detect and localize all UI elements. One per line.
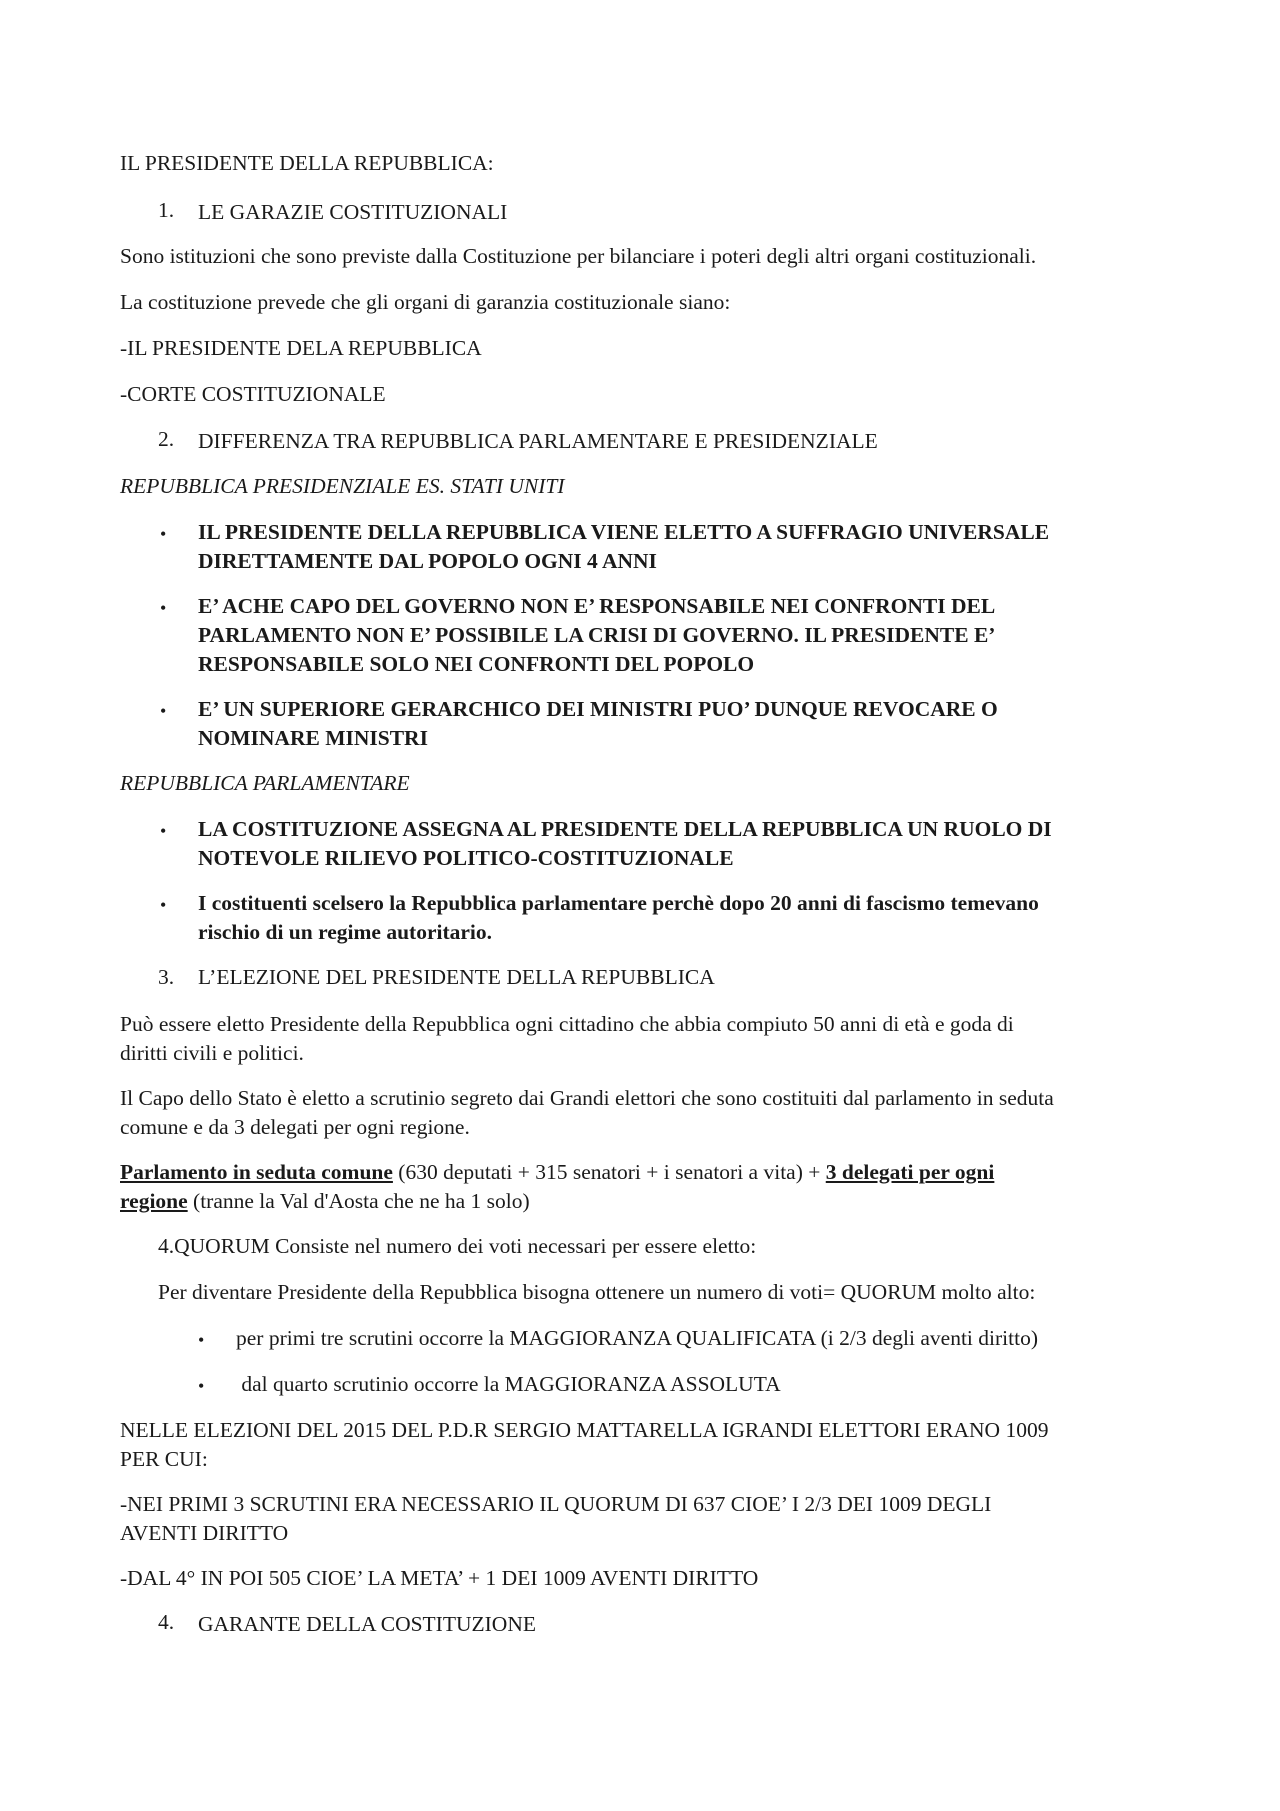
paragraph-parlamento-cont — [120, 1187, 530, 1216]
paragraph: diritti civili e politici. — [120, 1041, 304, 1065]
paragraph: Può essere eletto Presidente della Repubblica ogni cittadino che abbia compiuto 50 anni di età e goda di — [120, 1012, 1014, 1036]
paragraph: -DAL 4° IN POI 505 CIOE’ LA META’ + 1 DEI 1009 AVENTI DIRITTO — [120, 1566, 759, 1590]
list-item: -CORTE COSTITUZIONALE — [120, 382, 386, 406]
list-number: 2. — [158, 427, 175, 451]
bullet-icon: • — [160, 598, 167, 618]
bullet-icon: • — [198, 1376, 205, 1396]
paragraph: Il Capo dello Stato è eletto a scrutinio segreto dai Grandi elettori che sono costituiti dal parlamento in seduta — [120, 1086, 1054, 1110]
bullet-text: DIRETTAMENTE DAL POPOLO OGNI 4 ANNI — [198, 549, 657, 573]
bold-delegati: 3 delegati per ogni — [825, 1160, 995, 1184]
paragraph: comune e da 3 delegati per ogni regione. — [120, 1115, 470, 1139]
bold-regione: regione — [120, 1189, 188, 1213]
section-heading-differenza: DIFFERENZA TRA REPUBBLICA PARLAMENTARE E PRESIDENZIALE — [198, 429, 878, 453]
bullet-text: I costituenti scelsero la Repubblica parlamentare perchè dopo 20 anni di fascismo temevano — [198, 891, 1039, 915]
section-heading-elezione: L’ELEZIONE DEL PRESIDENTE DELLA REPUBBLICA — [198, 965, 715, 989]
document-title: IL PRESIDENTE DELLA REPUBBLICA: — [120, 151, 494, 175]
bullet-text: per primi tre scrutini occorre la MAGGIORANZA QUALIFICATA (i 2/3 degli aventi diritto) — [236, 1326, 1038, 1350]
paragraph: AVENTI DIRITTO — [120, 1521, 289, 1545]
paragraph: NELLE ELEZIONI DEL 2015 DEL P.D.R SERGIO MATTARELLA IGRANDI ELETTORI ERANO 1009 — [120, 1418, 1049, 1442]
bullet-text: NOTEVOLE RILIEVO POLITICO-COSTITUZIONALE — [198, 846, 734, 870]
bullet-icon: • — [160, 524, 167, 544]
bullet-icon: • — [160, 895, 167, 915]
paragraph: Sono istituzioni che sono previste dalla Costituzione per bilanciare i poteri degli altri organi costituzionali. — [120, 244, 1037, 268]
quorum-heading: 4.QUORUM Consiste nel numero dei voti necessari per essere eletto: — [158, 1234, 757, 1258]
bullet-text: IL PRESIDENTE DELLA REPUBBLICA VIENE ELETTO A SUFFRAGIO UNIVERSALE — [198, 520, 1050, 544]
subheading-parlamentare: REPUBBLICA PARLAMENTARE — [120, 771, 410, 795]
bullet-text: PARLAMENTO NON E’ POSSIBILE LA CRISI DI GOVERNO. IL PRESIDENTE E’ — [198, 623, 996, 647]
section-heading-garante: GARANTE DELLA COSTITUZIONE — [198, 1612, 536, 1636]
paragraph: PER CUI: — [120, 1447, 208, 1471]
paragraph-parlamento — [120, 1158, 994, 1187]
text-val-aosta: (tranne la Val d'Aosta che ne ha 1 solo) — [187, 1189, 530, 1213]
list-number: 4. — [158, 1610, 175, 1634]
bullet-text: RESPONSABILE SOLO NEI CONFRONTI DEL POPOLO — [198, 652, 755, 676]
list-item: -IL PRESIDENTE DELA REPUBBLICA — [120, 336, 482, 360]
subheading-presidenziale: REPUBBLICA PRESIDENZIALE ES. STATI UNITI — [120, 474, 565, 498]
bullet-icon: • — [160, 821, 167, 841]
bullet-text: E’ UN SUPERIORE GERARCHICO DEI MINISTRI PUO’ DUNQUE REVOCARE O — [198, 697, 998, 721]
paragraph: Per diventare Presidente della Repubblica bisogna ottenere un numero di voti= QUORUM molto alto: — [158, 1280, 1036, 1304]
bullet-text: dal quarto scrutinio occorre la MAGGIORANZA ASSOLUTA — [236, 1372, 781, 1396]
bullet-icon: • — [198, 1330, 205, 1350]
bullet-text: LA COSTITUZIONE ASSEGNA AL PRESIDENTE DELLA REPUBBLICA UN RUOLO DI — [198, 817, 1052, 841]
bullet-text: E’ ACHE CAPO DEL GOVERNO NON E’ RESPONSABILE NEI CONFRONTI DEL — [198, 594, 996, 618]
paragraph: La costituzione prevede che gli organi di garanzia costituzionale siano: — [120, 290, 731, 314]
list-number: 1. — [158, 198, 175, 222]
paragraph: -NEI PRIMI 3 SCRUTINI ERA NECESSARIO IL QUORUM DI 637 CIOE’ I 2/3 DEI 1009 DEGLI — [120, 1492, 992, 1516]
text-composizione: (630 deputati + 315 senatori + i senatori a vita) + — [392, 1160, 826, 1184]
bullet-icon: • — [160, 701, 167, 721]
bold-parlamento: Parlamento in seduta comune — [120, 1160, 393, 1184]
bullet-text: rischio di un regime autoritario. — [198, 920, 493, 944]
bullet-text: NOMINARE MINISTRI — [198, 726, 428, 750]
section-heading-garanzie: LE GARAZIE COSTITUZIONALI — [198, 200, 508, 224]
list-number: 3. — [158, 965, 175, 989]
